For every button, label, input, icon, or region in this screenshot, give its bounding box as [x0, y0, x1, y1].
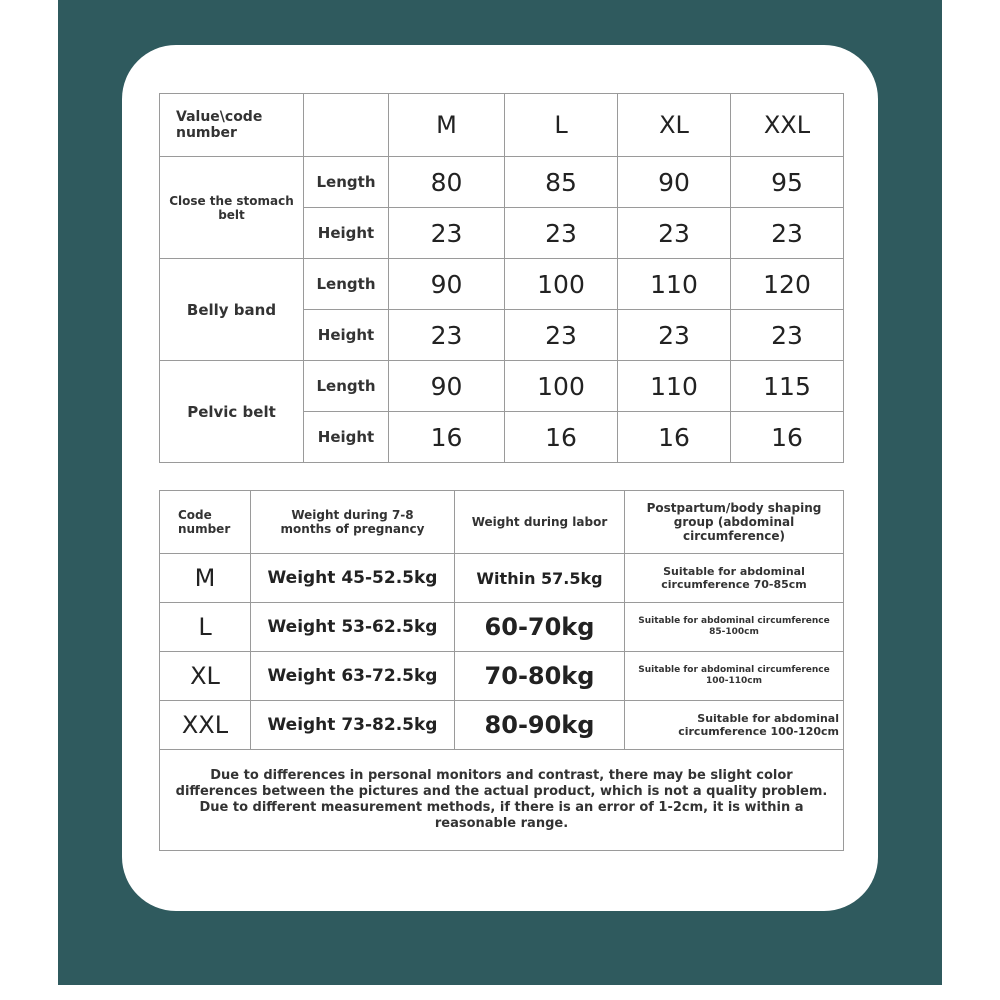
value-cell: 23 — [731, 208, 844, 259]
value-cell: 16 — [731, 412, 844, 463]
postpartum-circumference: Suitable for abdominal circumference 70-85cm — [625, 554, 844, 603]
pregnancy-weight: Weight 63-72.5kg — [251, 652, 455, 701]
dimension-label: Length — [304, 157, 389, 208]
weight-header-row — [160, 491, 844, 554]
size-code: L — [160, 603, 251, 652]
postpartum-circumference: Suitable for abdominal circumference 100-110cm — [625, 652, 844, 701]
value-cell: 23 — [389, 310, 505, 361]
size-code: M — [160, 554, 251, 603]
labor-weight: Within 57.5kg — [455, 554, 625, 603]
value-cell: 95 — [731, 157, 844, 208]
size-table — [159, 93, 844, 463]
size-code: XL — [160, 652, 251, 701]
value-cell: 23 — [731, 310, 844, 361]
dimension-label: Height — [304, 310, 389, 361]
value-cell: 23 — [505, 208, 618, 259]
group-label-belly-band: Belly band — [160, 259, 304, 361]
table-row — [160, 554, 844, 603]
header-blank-cell — [304, 94, 389, 157]
group-label-pelvic-belt: Pelvic belt — [160, 361, 304, 463]
labor-weight: 70-80kg — [455, 652, 625, 701]
size-code: XXL — [160, 701, 251, 750]
pregnancy-weight: Weight 73-82.5kg — [251, 701, 455, 750]
value-cell: 23 — [505, 310, 618, 361]
table-row — [160, 652, 844, 701]
value-cell: 85 — [505, 157, 618, 208]
value-cell: 90 — [389, 259, 505, 310]
value-cell: 80 — [389, 157, 505, 208]
size-header-l: L — [505, 94, 618, 157]
labor-weight: 60-70kg — [455, 603, 625, 652]
size-header-row — [160, 94, 844, 157]
disclaimer-note: Due to differences in personal monitors and contrast, there may be slight color differences between the pictures and the actual product, which is not a quality problem. Due to different measurement methods, if there is an error of 1-2cm, it is within a reasonable range. — [160, 750, 844, 851]
value-cell: 110 — [618, 259, 731, 310]
header-code-number: Code number — [160, 491, 251, 554]
header-labor-weight: Weight during labor — [455, 491, 625, 554]
dimension-label: Height — [304, 208, 389, 259]
value-cell: 90 — [389, 361, 505, 412]
value-cell: 16 — [389, 412, 505, 463]
table-row — [160, 361, 844, 412]
table-row — [160, 157, 844, 208]
value-cell: 23 — [618, 310, 731, 361]
corner-label: Value\code number — [160, 94, 304, 157]
weight-table — [159, 490, 844, 851]
value-cell: 100 — [505, 361, 618, 412]
value-cell: 23 — [389, 208, 505, 259]
value-cell: 100 — [505, 259, 618, 310]
labor-weight: 80-90kg — [455, 701, 625, 750]
dimension-label: Length — [304, 361, 389, 412]
value-cell: 16 — [618, 412, 731, 463]
header-postpartum: Postpartum/body shaping group (abdominal circumference) — [625, 491, 844, 554]
value-cell: 90 — [618, 157, 731, 208]
size-header-m: M — [389, 94, 505, 157]
postpartum-circumference: Suitable for abdominal circumference 85-100cm — [625, 603, 844, 652]
size-header-xxl: XXL — [731, 94, 844, 157]
pregnancy-weight: Weight 45-52.5kg — [251, 554, 455, 603]
table-row — [160, 701, 844, 750]
postpartum-circumference: Suitable for abdominal circumference 100-120cm — [625, 701, 844, 750]
size-header-xl: XL — [618, 94, 731, 157]
value-cell: 115 — [731, 361, 844, 412]
table-row — [160, 259, 844, 310]
disclaimer-row — [160, 750, 844, 851]
value-cell: 23 — [618, 208, 731, 259]
group-label-stomach-belt: Close the stomach belt — [160, 157, 304, 259]
header-pregnancy-weight: Weight during 7-8 months of pregnancy — [251, 491, 455, 554]
table-row — [160, 603, 844, 652]
value-cell: 110 — [618, 361, 731, 412]
pregnancy-weight: Weight 53-62.5kg — [251, 603, 455, 652]
dimension-label: Height — [304, 412, 389, 463]
dimension-label: Length — [304, 259, 389, 310]
value-cell: 16 — [505, 412, 618, 463]
value-cell: 120 — [731, 259, 844, 310]
